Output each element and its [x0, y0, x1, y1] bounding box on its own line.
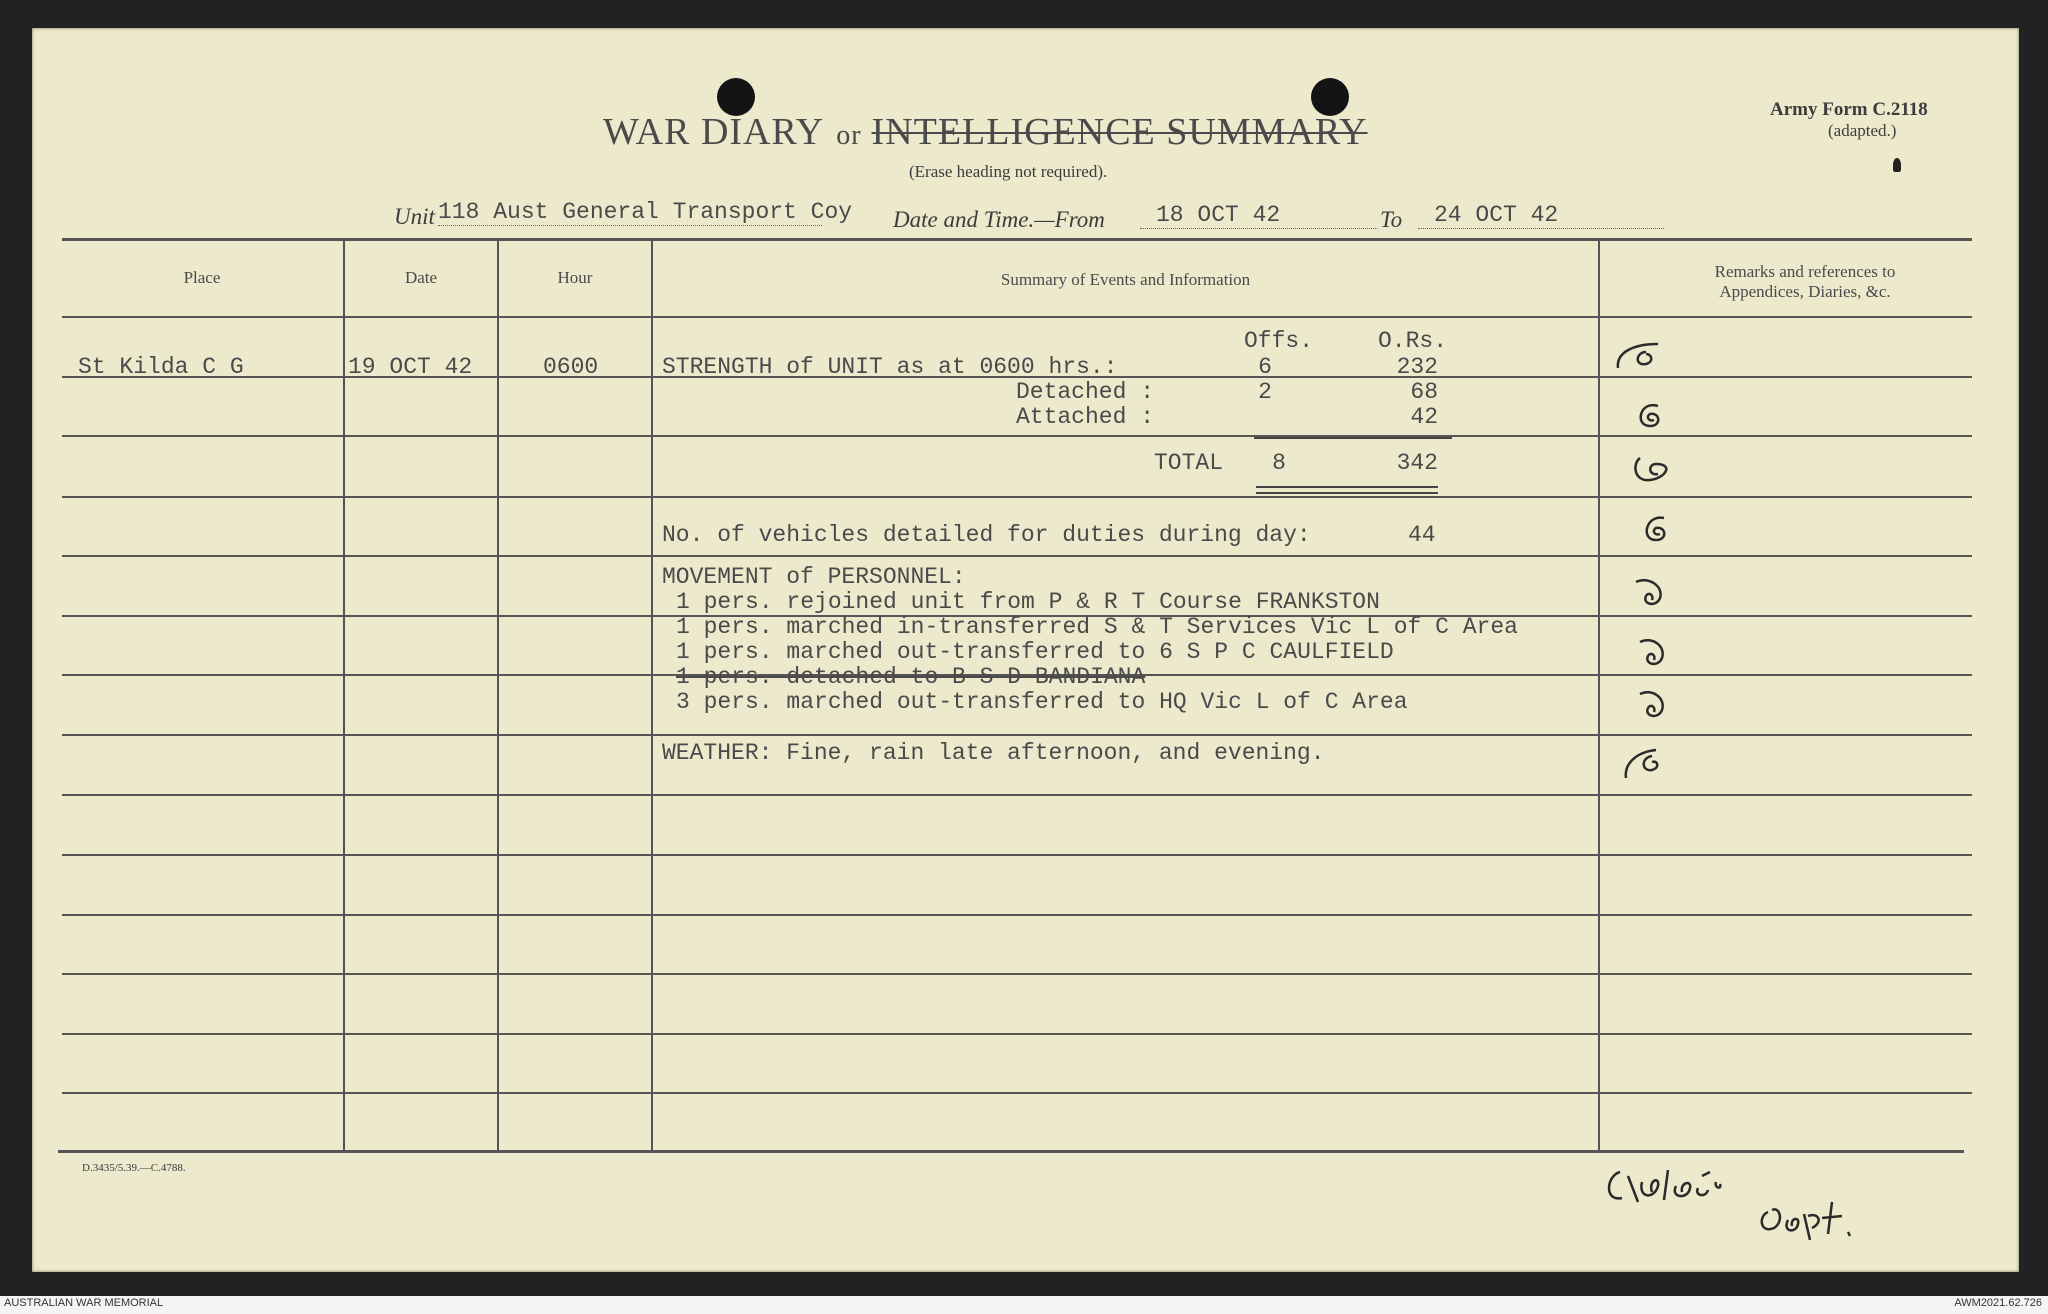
- row-rule: [62, 734, 1972, 736]
- movement-heading: MOVEMENT of PERSONNEL:: [662, 564, 966, 590]
- title-intelligence-summary-struck: INTELLIGENCE SUMMARY: [871, 111, 1368, 153]
- movement-line: 1 pers. rejoined unit from P & R T Course FRANKSTON: [676, 589, 1380, 615]
- col-header-hour: Hour: [557, 268, 593, 287]
- vehicles-value: 44: [1408, 522, 1436, 548]
- date-from-value: 18 OCT 42: [1140, 202, 1378, 229]
- entry-hour: 0600: [543, 354, 599, 380]
- handwritten-signature: [1598, 1162, 1878, 1242]
- print-code: D.3435/5.39.—C.4788.: [82, 1162, 186, 1174]
- handwritten-tick-icon: [1632, 688, 1670, 722]
- handwritten-tick-icon: [1636, 512, 1674, 546]
- movement-line: 1 pers. marched out-transferred to 6 S P C CAULFIELD: [676, 639, 1394, 665]
- row-rule: [62, 973, 1972, 975]
- handwritten-tick-icon: [1622, 744, 1666, 782]
- row-rule: [62, 854, 1972, 856]
- col-header-remarks-1: Remarks and references to: [1714, 262, 1896, 281]
- strength-row2-offs: 2: [1258, 379, 1272, 405]
- strength-total-offs: 8: [1272, 450, 1286, 476]
- strength-total-label: TOTAL: [1154, 450, 1224, 476]
- strength-row1-offs: 6: [1258, 354, 1272, 380]
- handwritten-tick-icon: [1632, 636, 1670, 670]
- weather-line: WEATHER: Fine, rain late afternoon, and evening.: [662, 740, 1325, 766]
- strength-row3-label: Attached :: [1015, 404, 1154, 430]
- table-top-rule: [62, 238, 1972, 241]
- row-rule: [62, 555, 1972, 557]
- entry-date: 19 OCT 42: [348, 354, 473, 380]
- date-time-label: Date and Time.—From: [893, 207, 1105, 232]
- footer-institution: AUSTRALIAN WAR MEMORIAL: [4, 1297, 164, 1309]
- army-form-adapted: (adapted.): [1828, 121, 1897, 140]
- vehicles-label: No. of vehicles detailed for duties during day:: [662, 522, 1311, 548]
- strength-total-ors: 342: [1396, 450, 1438, 476]
- date-to-label: To: [1380, 207, 1403, 232]
- erase-note: (Erase heading not required).: [909, 162, 1108, 181]
- row-rule: [62, 914, 1972, 916]
- total-double-underline-2: [1256, 492, 1438, 494]
- col-header-remarks-2: Appendices, Diaries, &c.: [1719, 282, 1891, 301]
- footer-accession-number: AWM2021.62.726: [1954, 1297, 2042, 1309]
- col-header-summary: Summary of Events and Information: [1000, 270, 1251, 289]
- strength-row3-ors: 42: [1410, 404, 1438, 430]
- movement-line-struck: 1 pers. detached to B S D BANDIANA: [676, 664, 1146, 690]
- ink-mark-icon: [1893, 158, 1901, 172]
- form-title: [603, 110, 1368, 154]
- unit-value: 118 Aust General Transport Coy: [438, 199, 853, 225]
- strength-head-ors: O.Rs.: [1378, 328, 1448, 354]
- strength-row1-ors: 232: [1396, 354, 1438, 380]
- movement-line: 3 pers. marched out-transferred to HQ Vic L of C Area: [676, 689, 1408, 715]
- strength-head-offs: Offs.: [1244, 328, 1314, 354]
- entry-place: St Kilda C G: [78, 354, 244, 380]
- movement-line: 1 pers. marched in-transferred S & T Services Vic L of C Area: [676, 614, 1518, 640]
- total-overline: [1254, 437, 1452, 439]
- archive-footer: [0, 1296, 2048, 1314]
- row-rule: [62, 1033, 1972, 1035]
- handwritten-tick-icon: [1612, 338, 1672, 374]
- col-header-place: Place: [183, 268, 221, 287]
- row-rule: [62, 435, 1972, 437]
- col-header-date: Date: [404, 268, 438, 287]
- handwritten-tick-icon: [1630, 398, 1668, 432]
- date-to-value: 24 OCT 42: [1418, 202, 1664, 229]
- unit-label: Unit: [394, 204, 435, 229]
- strength-row2-label: Detached :: [1015, 379, 1154, 405]
- row-rule: [62, 1092, 1972, 1094]
- handwritten-tick-icon: [1630, 452, 1680, 486]
- row-rule: [62, 794, 1972, 796]
- strength-row2-ors: 68: [1410, 379, 1438, 405]
- row-rule: [62, 496, 1972, 498]
- title-or: or: [836, 120, 862, 151]
- total-double-underline-1: [1256, 486, 1438, 488]
- army-form-number: Army Form C.2118: [1770, 99, 1928, 120]
- handwritten-tick-icon: [1630, 576, 1668, 610]
- title-war-diary: WAR DIARY: [603, 111, 825, 153]
- strength-row1-label: STRENGTH of UNIT as at 0600 hrs.:: [662, 354, 1118, 380]
- header-row-rule: [62, 316, 1972, 318]
